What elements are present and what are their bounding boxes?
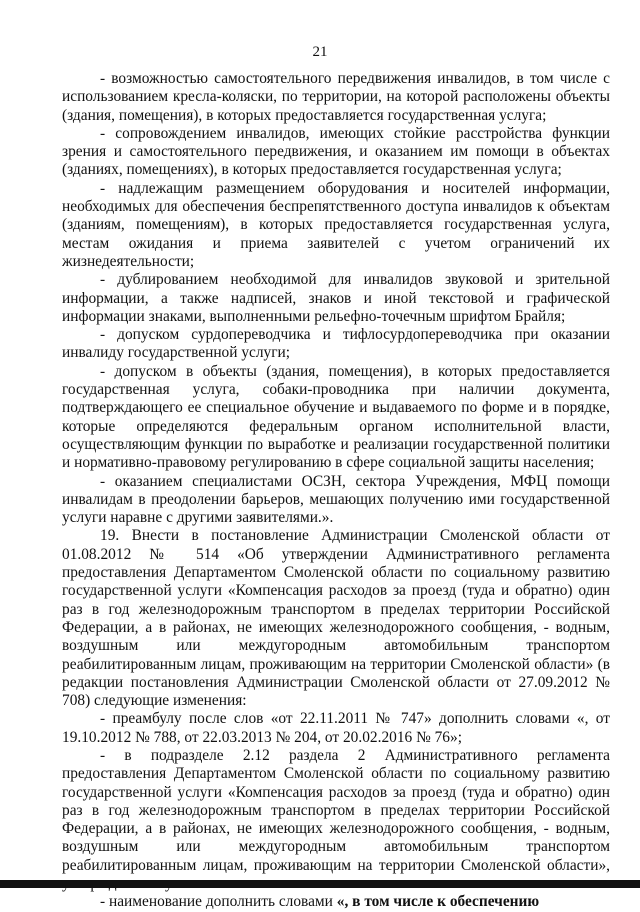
body-text — [62, 70, 610, 912]
paragraph: - сопровождением инвалидов, имеющих стойкие расстройства функции зрения и самостоятельного передвижения, и оказанием им помощи в объектах (зданиях, помещениях), в которых предоставляется государственная услуга; — [62, 124, 610, 179]
paragraph: - возможностью самостоятельного передвижения инвалидов, в том числе с использованием кресла-коляски, по территории, на которой расположены объекты (здания, помещения), в которых предоставляется государственная услуга; — [62, 70, 610, 124]
paragraph: - допуском в объекты (здания, помещения), в которых предоставляется государственная услуга, собаки-проводника при наличии документа, подтверждающего ее специальное обучение и выдаваемого по форме и в порядке, которые определяются федеральным органом исполнительной власти, осуществляющим функции по выработке и реализации государственной политики и нормативно-правовому регулированию в сфере социальной защиты населения; — [62, 362, 610, 472]
paragraph: - надлежащим размещением оборудования и носителей информации, необходимых для обеспечения беспрепятственного доступа инвалидов к объектам (зданиям, помещениям), в которых предоставляется государственная услуга, местам ожидания и приема заявителей с учетом ограничений их жизнедеятельности; — [62, 179, 610, 270]
paragraph: - дублированием необходимой для инвалидов звуковой и зрительной информации, а также надписей, знаков и иной текстовой и графической информации знаками, выполненными рельефно-точечным шрифтом Брайля; — [62, 271, 610, 325]
last-line-normal-text: - наименование дополнить словами — [100, 893, 337, 911]
paragraph: - преамбулу после слов «от 22.11.2011 № 747» дополнить словами «, от 19.10.2012 № 788, от 22.03.2013 № 204, от 20.02.2016 № 76»; — [62, 710, 610, 746]
page-number: 21 — [312, 44, 328, 60]
scan-bottom-edge — [0, 880, 640, 888]
last-line-bold-text: «, в том числе к обеспечению — [336, 893, 540, 911]
paragraph: 19. Внести в постановление Администрации Смоленской области от 01.08.2012 № 514 «Об утверждении Административного регламента предоставления Департаментом Смоленской области по социальному развитию государственной услуги «Компенсация расходов за проезд (туда и обратно) один раз в год железнодорожным транспортом в пределах территории Российской Федерации, а в районах, не имеющих железнодорожного сообщения, - водным, воздушным или междугородным автомобильным транспортом реабилитированным лицам, проживающим на территории Смоленской области» (в редакции постановления Администрации Смоленской области от 27.09.2012 № 708) следующие изменения: — [62, 527, 610, 710]
paragraph: - допуском сурдопереводчика и тифлосурдопереводчика при оказании инвалиду государственной услуги; — [62, 326, 610, 362]
paragraph: - оказанием специалистами ОСЗН, сектора Учреждения, МФЦ помощи инвалидам в преодолении барьеров, мешающих получению ими государственной услуги наравне с другими заявителями.». — [62, 472, 610, 527]
last-paragraph — [62, 893, 610, 911]
paragraph: - в подразделе 2.12 раздела 2 Административного регламента предоставления Департаментом Смоленской области по социальному развитию государственной услуги «Компенсация расходов за проезд (туда и обратно) один раз в год железнодорожным транспортом в пределах территории Российской Федерации, а в районах, не имеющих железнодорожного сообщения, - водным, воздушным или междугородным автомобильным транспортом реабилитированным лицам, проживающим на территории Смоленской области», — [62, 746, 610, 874]
